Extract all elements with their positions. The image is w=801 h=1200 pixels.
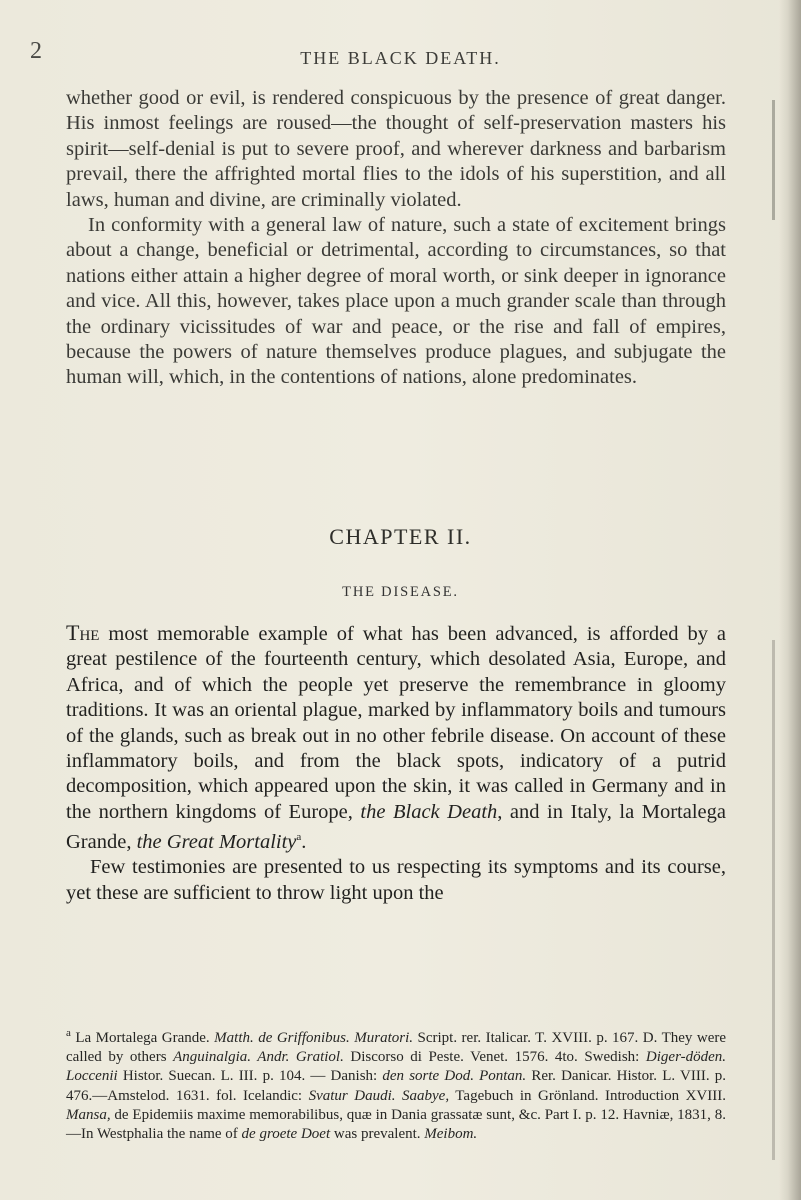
paragraph: The most memorable example of what has been advanced, is afforded by a great pestilence of the fourteenth century, which desolated Asia, Europe, and Africa, and of which the people yet preserve the remembrance in gloomy traditions. It was an oriental plague, marked by inflammatory boils and tumours of the glands, such as break out in no other febrile disease. On account of these inflammatory boils, and from the black spots, indicatory of a putrid decomposition, which appeared upon the skin, it was called in Germany and in the northern kingdoms of Europe, the Black Death, and in Italy, la Mortalega Grande, the Great Mortality$^a$.: [66, 620, 726, 854]
binding-mark: [772, 100, 775, 220]
chapter-subheading: THE DISEASE.: [342, 584, 459, 600]
footnote-reference[interactable]: a: [296, 831, 302, 844]
footnote-mark: a: [66, 1027, 71, 1039]
page-number: 2: [30, 38, 42, 64]
binding-mark: [772, 640, 775, 1160]
paragraph: Few testimonies are presented to us respecting its symptoms and its course, yet these are sufficient to throw light upon the: [66, 856, 726, 904]
running-title: THE BLACK DEATH.: [300, 48, 501, 68]
paragraph: In conformity with a general law of nature, such a state of excitement brings about a change, beneficial or detrimental, according to circumstances, so that nations either attain a higher degree of moral worth, or sink deeper in ignorance and vice. All this, however, takes place upon a much grander scale than through the ordinary vicissitudes of war and peace, or the rise and fall of empires, because the powers of nature themselves produce plagues, and subjugate the human will, which, in the contentions of nations, alone predominates.: [66, 214, 726, 389]
footnote-text: $^a$ La Mortalega Grande. Matth. de Griffonibus. Muratori. Script. rer. Italicar. T. XVIII. p. 167. D. They were called by others Anguinalgia. Andr. Gratiol. Discorso di Peste. Venet. 1576. 4to. Swedish: Diger-döden. Loccenii Histor. Suecan. L. III. p. 104. — Danish: den sorte Dod. Pontan. Rer. Danicar. Histor. L. VIII. p. 476.—Amstelod. 1631. fol. Icelandic: Svatur Daudi. Saabye, Tagebuch in Grönland. Introduction XVIII. Mansa, de Epidemiis maxime memorabilibus, quæ in Dania grassatæ sunt, &c. Part I. p. 12. Havniæ, 1831, 8.—In Westphalia the name of de groete Doet was prevalent. Meibom.: [66, 1027, 727, 1143]
chapter-heading: CHAPTER II.: [329, 524, 472, 549]
lead-word: The: [66, 620, 100, 645]
continued-paragraphs: [66, 86, 726, 391]
chapter-body: [66, 620, 726, 906]
paragraph: whether good or evil, is rendered conspicuous by the presence of great danger. His inmost feelings are roused—the thought of self-preservation masters his spirit—self-denial is put to severe proof, and wherever darkness and barbarism prevail, there the affrighted mortal flies to the idols of his superstition, and all laws, human and divine, are criminally violated.: [66, 87, 726, 211]
footnote: [66, 1024, 726, 1144]
